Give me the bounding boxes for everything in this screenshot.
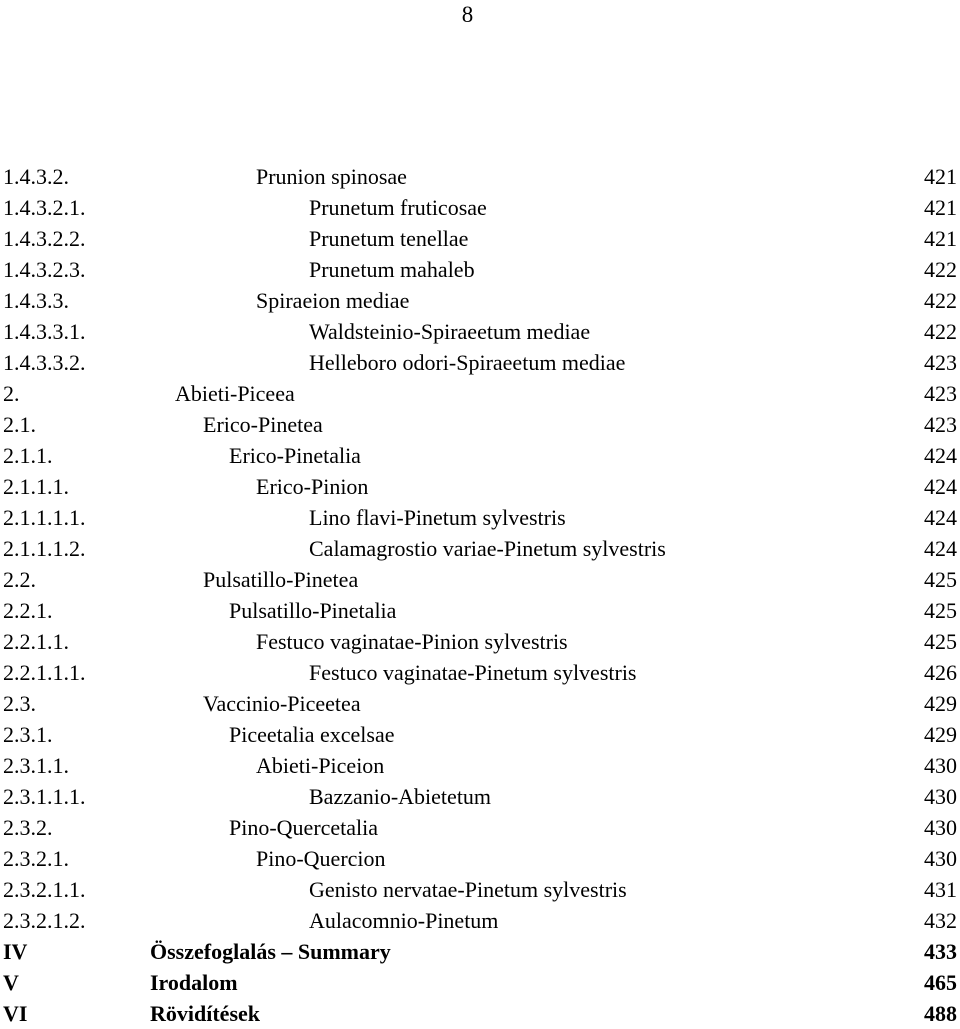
- toc-entry-page: 423: [924, 350, 957, 375]
- toc-entry-page: 424: [924, 505, 957, 530]
- toc-entry-number: 1.4.3.2.3.: [3, 257, 86, 282]
- toc-entry-number: 2.3.2.: [3, 815, 53, 840]
- toc-row: [0, 657, 957, 688]
- toc-entry-title: Erico-Pinion: [256, 474, 369, 499]
- toc-entry-page: 423: [924, 412, 957, 437]
- toc-entry-title: Pino-Quercion: [256, 846, 386, 871]
- toc-entry-page: 430: [924, 846, 957, 871]
- toc-entry-page: 423: [924, 381, 957, 406]
- toc-entry-number: VI: [3, 1001, 28, 1026]
- toc-row: [0, 285, 957, 316]
- toc-entry-page: 422: [924, 288, 957, 313]
- toc-entry-title: Piceetalia excelsae: [229, 722, 395, 747]
- toc-entry-title: Helleboro odori-Spiraeetum mediae: [309, 350, 626, 375]
- toc-entry-number: 2.3.2.1.1.: [3, 877, 86, 902]
- toc-entry-page: 429: [924, 722, 957, 747]
- toc-entry-number: 1.4.3.3.1.: [3, 319, 86, 344]
- toc-entry-page: 421: [924, 195, 957, 220]
- toc-entry-number: 2.1.1.1.2.: [3, 536, 86, 561]
- toc-row: [0, 254, 957, 285]
- page-number: 8: [461, 2, 474, 27]
- toc-entry-page: 425: [924, 629, 957, 654]
- toc-row: [0, 688, 957, 719]
- toc-entry-title: Prunetum tenellae: [309, 226, 469, 251]
- toc-row: [0, 843, 957, 874]
- toc-row: [0, 595, 957, 626]
- toc-entry-number: 2.3.1.1.: [3, 753, 69, 778]
- toc-entry-title: Erico-Pinetea: [203, 412, 323, 437]
- toc-row: [0, 781, 957, 812]
- toc-entry-number: 2.1.1.1.: [3, 474, 69, 499]
- toc-entry-title: Pulsatillo-Pinetalia: [229, 598, 397, 623]
- toc-row: [0, 440, 957, 471]
- toc-entry-title: Genisto nervatae-Pinetum sylvestris: [309, 877, 627, 902]
- toc-entry-number: 1.4.3.2.: [3, 164, 69, 189]
- toc-entry-page: 425: [924, 598, 957, 623]
- toc-entry-number: V: [3, 970, 19, 995]
- toc-entry-title: Erico-Pinetalia: [229, 443, 361, 468]
- toc-entry-number: 1.4.3.3.: [3, 288, 69, 313]
- toc-row: [0, 626, 957, 657]
- toc-entry-number: 1.4.3.2.1.: [3, 195, 86, 220]
- toc-entry-number: 2.3.2.1.2.: [3, 908, 86, 933]
- toc-entry-number: 2.: [3, 381, 20, 406]
- toc-entry-title: Prunetum fruticosae: [309, 195, 487, 220]
- toc-entry-number: 1.4.3.3.2.: [3, 350, 86, 375]
- toc-entry-page: 425: [924, 567, 957, 592]
- toc-entry-number: 2.3.1.: [3, 722, 53, 747]
- toc-entry-page: 430: [924, 753, 957, 778]
- toc-row: [0, 936, 957, 967]
- toc-entry-title: Abieti-Piceea: [175, 381, 295, 406]
- toc-row: [0, 812, 957, 843]
- toc-row: [0, 905, 957, 936]
- toc-entry-title: Vaccinio-Piceetea: [203, 691, 361, 716]
- toc-entry-page: 424: [924, 536, 957, 561]
- toc-entry-page: 431: [924, 877, 957, 902]
- toc-row: [0, 998, 957, 1029]
- toc-row: [0, 564, 957, 595]
- toc-entry-page: 422: [924, 319, 957, 344]
- toc-entry-number: 2.3.: [3, 691, 36, 716]
- toc-entry-page: 430: [924, 815, 957, 840]
- toc-entry-number: 2.3.1.1.1.: [3, 784, 86, 809]
- toc-entry-page: 424: [924, 474, 957, 499]
- toc-entry-number: 2.2.1.: [3, 598, 53, 623]
- toc-entry-page: 465: [924, 970, 957, 995]
- toc-row: [0, 719, 957, 750]
- toc-entry-page: 421: [924, 226, 957, 251]
- toc-entry-title: Waldsteinio-Spiraeetum mediae: [309, 319, 591, 344]
- toc-row: [0, 347, 957, 378]
- toc-entry-number: 2.1.1.: [3, 443, 53, 468]
- toc-entry-number: 2.1.: [3, 412, 36, 437]
- toc-row: [0, 967, 957, 998]
- toc-row: [0, 316, 957, 347]
- table-of-contents: [0, 161, 957, 1029]
- toc-entry-title: Prunetum mahaleb: [309, 257, 475, 282]
- toc-entry-page: 433: [924, 939, 957, 964]
- toc-entry-number: 2.3.2.1.: [3, 846, 69, 871]
- toc-entry-title: Festuco vaginatae-Pinetum sylvestris: [309, 660, 637, 685]
- toc-entry-page: 488: [924, 1001, 957, 1026]
- toc-entry-page: 426: [924, 660, 957, 685]
- toc-entry-page: 422: [924, 257, 957, 282]
- toc-entry-page: 430: [924, 784, 957, 809]
- toc-row: [0, 192, 957, 223]
- toc-entry-title: Calamagrostio variae-Pinetum sylvestris: [309, 536, 666, 561]
- toc-row: [0, 502, 957, 533]
- toc-row: [0, 223, 957, 254]
- toc-entry-page: 421: [924, 164, 957, 189]
- toc-entry-title: Festuco vaginatae-Pinion sylvestris: [256, 629, 568, 654]
- toc-row: [0, 409, 957, 440]
- toc-entry-number: 2.2.1.1.: [3, 629, 69, 654]
- toc-entry-title: Pino-Quercetalia: [229, 815, 379, 840]
- toc-entry-title: Spiraeion mediae: [256, 288, 410, 313]
- toc-entry-title: Aulacomnio-Pinetum: [309, 908, 499, 933]
- toc-row: [0, 874, 957, 905]
- toc-entry-page: 424: [924, 443, 957, 468]
- toc-entry-title: Abieti-Piceion: [256, 753, 385, 778]
- toc-entry-number: 2.2.: [3, 567, 36, 592]
- toc-entry-page: 432: [924, 908, 957, 933]
- toc-entry-number: 2.1.1.1.1.: [3, 505, 86, 530]
- toc-entry-page: 429: [924, 691, 957, 716]
- toc-entry-title: Összefoglalás – Summary: [150, 939, 391, 964]
- toc-entry-title: Prunion spinosae: [256, 164, 407, 189]
- toc-row: [0, 471, 957, 502]
- toc-entry-number: 1.4.3.2.2.: [3, 226, 86, 251]
- toc-entry-title: Irodalom: [150, 970, 238, 995]
- toc-entry-title: Lino flavi-Pinetum sylvestris: [309, 505, 566, 530]
- toc-entry-title: Pulsatillo-Pinetea: [203, 567, 359, 592]
- toc-entry-number: 2.2.1.1.1.: [3, 660, 86, 685]
- toc-row: [0, 378, 957, 409]
- toc-entry-number: IV: [3, 939, 28, 964]
- toc-entry-title: Bazzanio-Abietetum: [309, 784, 492, 809]
- toc-row: [0, 161, 957, 192]
- toc-row: [0, 533, 957, 564]
- toc-entry-title: Rövidítések: [150, 1001, 260, 1026]
- toc-row: [0, 750, 957, 781]
